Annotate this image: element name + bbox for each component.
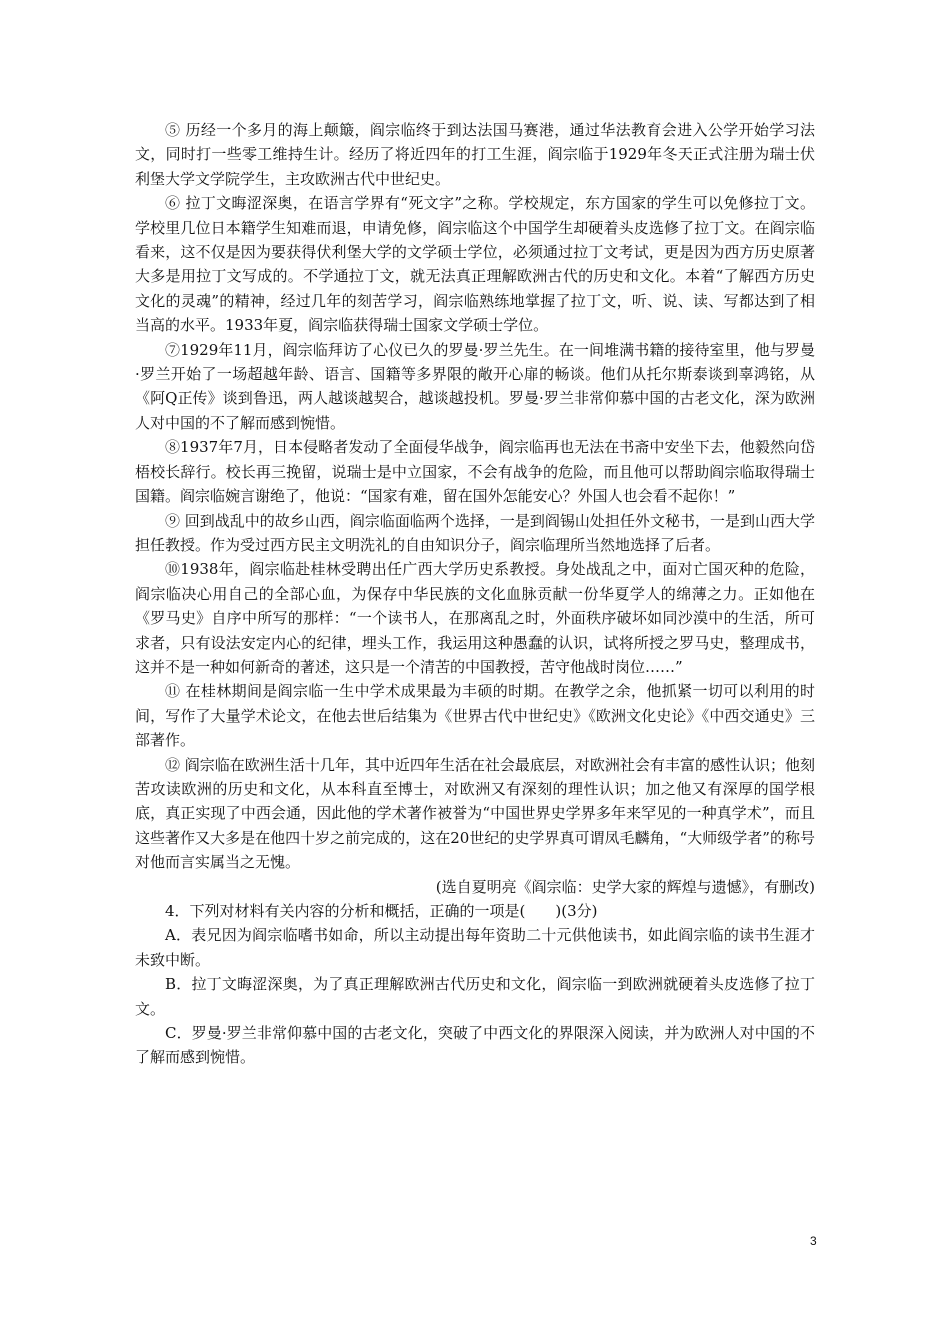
option-b: B．拉丁文晦涩深奥，为了真正理解欧洲古代历史和文化，阎宗临一到欧洲就硬着头皮选修了拉丁文。	[135, 975, 815, 1018]
paragraph-9: ⑨ 回到战乱中的故乡山西，阎宗临面临两个选择，一是到阎锡山处担任外文秘书，一是到山西大学担任教授。作为受过西方民主文明洗礼的自由知识分子，阎宗临理所当然地选择了后者。	[135, 511, 815, 554]
option-a: A．表兄因为阎宗临嗜书如命，所以主动提出每年资助二十元供他读书，如此阎宗临的读书生涯才未致中断。	[135, 926, 815, 969]
paragraph-5: ⑤ 历经一个多月的海上颠簸，阎宗临终于到达法国马赛港，通过华法教育会进入公学开始学习法文，同时打一些零工维持生计。经历了将近四年的打工生涯，阎宗临于1929年冬天正式注册为瑞士伏利堡大学文学院学生，主攻欧洲古代中世纪史。	[135, 121, 815, 188]
paragraph-12: ⑫ 阎宗临在欧洲生活十几年，其中近四年生活在社会最底层，对欧洲社会有丰富的感性认识；他刻苦攻读欧洲的历史和文化，从本科直至博士，对欧洲又有深刻的理性认识；加之他又有深厚的国学根底，真正实现了中西会通，因此他的学术著作被誉为“中国世界史学界多年来罕见的一种真学术”，而且这些著作又大多是在他四十岁之前完成的，这在20世纪的史学界真可谓凤毛麟角，“大师级学者”的称号对他而言实属当之无愧。	[135, 755, 815, 872]
paragraph-10: ⑩1938年，阎宗临赴桂林受聘出任广西大学历史系教授。身处战乱之中，面对亡国灭种的危险，阎宗临决心用自己的全部心血，为保存中华民族的文化血脉贡献一份华夏学人的绵薄之力。正如他在《罗马史》自序中所写的那样：“一个读书人，在那离乱之时，外面秩序破坏如同沙漠中的生活，所可求者，只有设法安定内心的纪律，埋头工作，我运用这种愚蠢的认识，试将所授之罗马史，整理成书，这并不是一种如何新奇的著述，这只是一个清苦的中国教授，苦守他战时岗位……”	[135, 560, 815, 676]
option-c: C．罗曼·罗兰非常仰慕中国的古老文化，突破了中西文化的界限深入阅读，并为欧洲人对中国的不了解而感到惋惜。	[135, 1024, 815, 1067]
page-number: 3	[810, 1234, 817, 1248]
document-body	[135, 118, 815, 1070]
paragraph-8: ⑧1937年7月，日本侵略者发动了全面侵华战争，阎宗临再也无法在书斋中安坐下去，他毅然向岱梧校长辞行。校长再三挽留，说瑞士是中立国家，不会有战争的危险，而且他可以帮助阎宗临取得瑞士国籍。阎宗临婉言谢绝了，他说：“国家有难，留在国外怎能安心？外国人也会看不起你！”	[135, 438, 815, 506]
paragraph-6: ⑥ 拉丁文晦涩深奥，在语言学界有“死文字”之称。学校规定，东方国家的学生可以免修拉丁文。学校里几位日本籍学生知难而退，申请免修，阎宗临这个中国学生却硬着头皮选修了拉丁文。在阎宗临看来，这不仅是因为要获得伏利堡大学的文学硕士学位，必须通过拉丁文考试，更是因为西方历史原著大多是用拉丁文写成的。不学通拉丁文，就无法真正理解欧洲古代的历史和文化。本着“了解西方历史文化的灵魂”的精神，经过几年的刻苦学习，阎宗临熟练地掌握了拉丁文，听、说、读、写都达到了相当高的水平。1933年夏，阎宗临获得瑞士国家文学硕士学位。	[135, 194, 815, 335]
paragraph-11: ⑪ 在桂林期间是阎宗临一生中学术成果最为丰硕的时期。在教学之余，他抓紧一切可以利用的时间，写作了大量学术论文，在他去世后结集为《世界古代中世纪史》《欧洲文化史论》《中西交通史》三部著作。	[135, 682, 815, 750]
source-citation: (选自夏明亮《阎宗临：史学大家的辉煌与遗憾》，有删改)	[435, 877, 815, 896]
question-4: 4．下列对材料有关内容的分析和概括，正确的一项是( )(3分)	[165, 902, 598, 920]
paragraph-7: ⑦1929年11月，阎宗临拜访了心仪已久的罗曼·罗兰先生。在一间堆满书籍的接待室里，他与罗曼·罗兰开始了一场超越年龄、语言、国籍等多界限的敞开心扉的畅谈。他们从托尔斯泰谈到辜鸿铭，从《阿Q正传》谈到鲁迅，两人越谈越契合，越谈越投机。罗曼·罗兰非常仰慕中国的古老文化，深为欧洲人对中国的不了解而感到惋惜。	[135, 340, 815, 432]
